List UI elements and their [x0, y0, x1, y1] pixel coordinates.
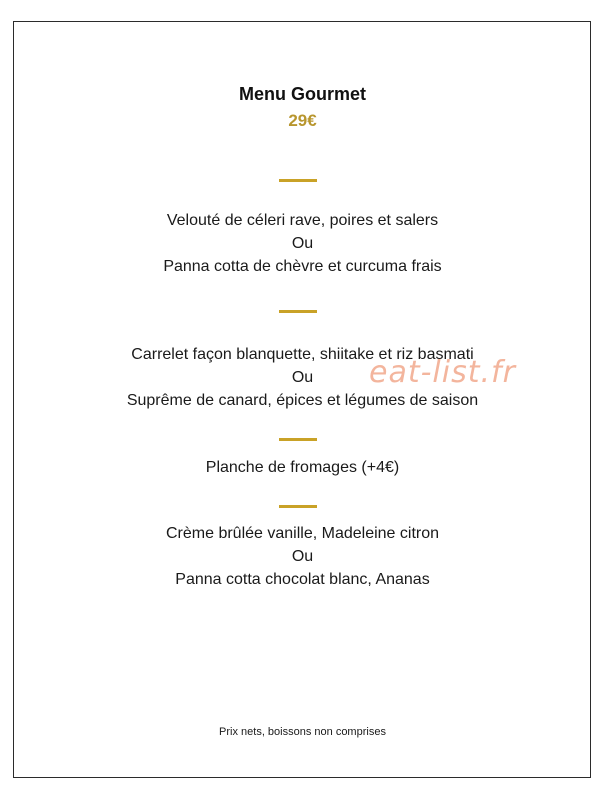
section-divider-2: [279, 310, 317, 313]
section-divider-3: [279, 438, 317, 441]
entree-option-1: Velouté de céleri rave, poires et salers: [166, 212, 439, 229]
entree-separator: Ou: [291, 235, 314, 252]
section-divider-1: [279, 179, 317, 182]
menu-title: Menu Gourmet: [238, 84, 366, 104]
menu-price: 29€: [288, 111, 317, 130]
desserts-section: [0, 522, 605, 591]
dessert-option-1: Crème brûlée vanille, Madeleine citron: [165, 525, 440, 542]
entree-option-2: Panna cotta de chèvre et curcuma frais: [163, 258, 442, 275]
plat-separator: Ou: [291, 369, 314, 386]
section-divider-4: [279, 505, 317, 508]
dessert-separator: Ou: [291, 548, 314, 565]
menu-footer-note: Prix nets, boissons non comprises: [219, 726, 386, 738]
plat-option-2: Suprême de canard, épices et légumes de saison: [126, 392, 479, 409]
watermark: eat-list.fr: [369, 355, 516, 390]
plat-option-1: Carrelet façon blanquette, shiitake et riz basmati: [131, 346, 474, 363]
dessert-option-2: Panna cotta chocolat blanc, Ananas: [175, 571, 430, 588]
entrees-section: [0, 209, 605, 278]
fromage-section: [0, 456, 605, 479]
fromage-option-1: Planche de fromages (+4€): [205, 459, 400, 476]
